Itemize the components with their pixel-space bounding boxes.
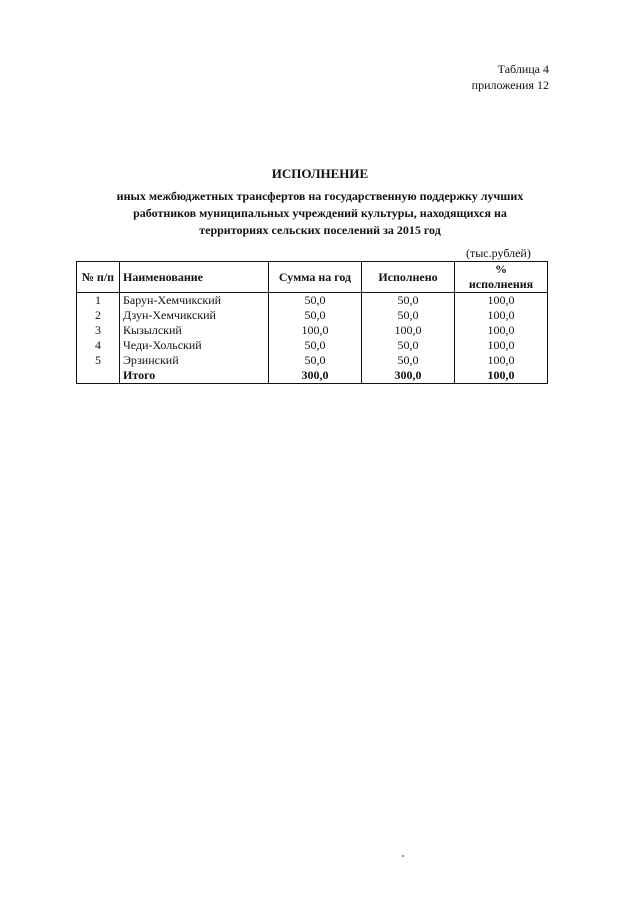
table-body (77, 293, 548, 384)
cell-done: 100,0 (362, 323, 455, 338)
header-num: № п/п (77, 262, 120, 293)
cell-num: 1 (77, 293, 120, 309)
cell-num: 4 (77, 338, 120, 353)
header-percent (455, 262, 548, 293)
cell-sum: 100,0 (269, 323, 362, 338)
table-row (77, 353, 548, 368)
table-number: Таблица 4 (497, 62, 549, 76)
cell-done: 50,0 (362, 308, 455, 323)
cell-sum: 50,0 (269, 308, 362, 323)
cell-name: Дзун-Хемчикский (120, 308, 269, 323)
cell-num: 5 (77, 353, 120, 368)
cell-num: 3 (77, 323, 120, 338)
header-percent-sign: % (495, 262, 507, 276)
scan-speck (402, 855, 404, 857)
appendix-reference (472, 61, 549, 93)
cell-done: 50,0 (362, 338, 455, 353)
table-row (77, 308, 548, 323)
document-title: ИСПОЛНЕНИЕ (271, 166, 369, 181)
header-name: Наименование (120, 262, 269, 293)
cell-sum: 50,0 (269, 353, 362, 368)
cell-name: Итого (120, 368, 269, 384)
header-percent-label: исполнения (468, 277, 534, 291)
subtitle-line-2: работников муниципальных учреждений культуры, находящихся на (133, 206, 507, 220)
table-row (77, 293, 548, 309)
cell-percent: 100,0 (455, 308, 548, 323)
transfers-table (76, 261, 548, 384)
subtitle-line-3: территориях сельских поселений за 2015 год (199, 223, 441, 237)
table-header-row (77, 262, 548, 293)
cell-percent: 100,0 (455, 323, 548, 338)
document-subtitle (80, 188, 560, 239)
cell-name: Кызылский (120, 323, 269, 338)
cell-name: Барун-Хемчикский (120, 293, 269, 309)
cell-done: 300,0 (362, 368, 455, 384)
cell-done: 50,0 (362, 293, 455, 309)
cell-percent: 100,0 (455, 368, 548, 384)
cell-num: 2 (77, 308, 120, 323)
subtitle-line-1: иных межбюджетных трансфертов на государственную поддержку лучших (116, 189, 524, 203)
header-done: Исполнено (362, 262, 455, 293)
appendix-number: приложения 12 (471, 78, 549, 92)
cell-done: 50,0 (362, 353, 455, 368)
cell-name: Чеди-Хольский (120, 338, 269, 353)
cell-name: Эрзинский (120, 353, 269, 368)
cell-percent: 100,0 (455, 293, 548, 309)
table-row (77, 338, 548, 353)
cell-sum: 50,0 (269, 338, 362, 353)
cell-percent: 100,0 (455, 353, 548, 368)
cell-num (77, 368, 120, 384)
cell-percent: 100,0 (455, 338, 548, 353)
header-sum: Сумма на год (269, 262, 362, 293)
cell-sum: 300,0 (269, 368, 362, 384)
table-row (77, 323, 548, 338)
total-row (77, 368, 548, 384)
units-label: (тыс.рублей) (466, 246, 531, 260)
cell-sum: 50,0 (269, 293, 362, 309)
